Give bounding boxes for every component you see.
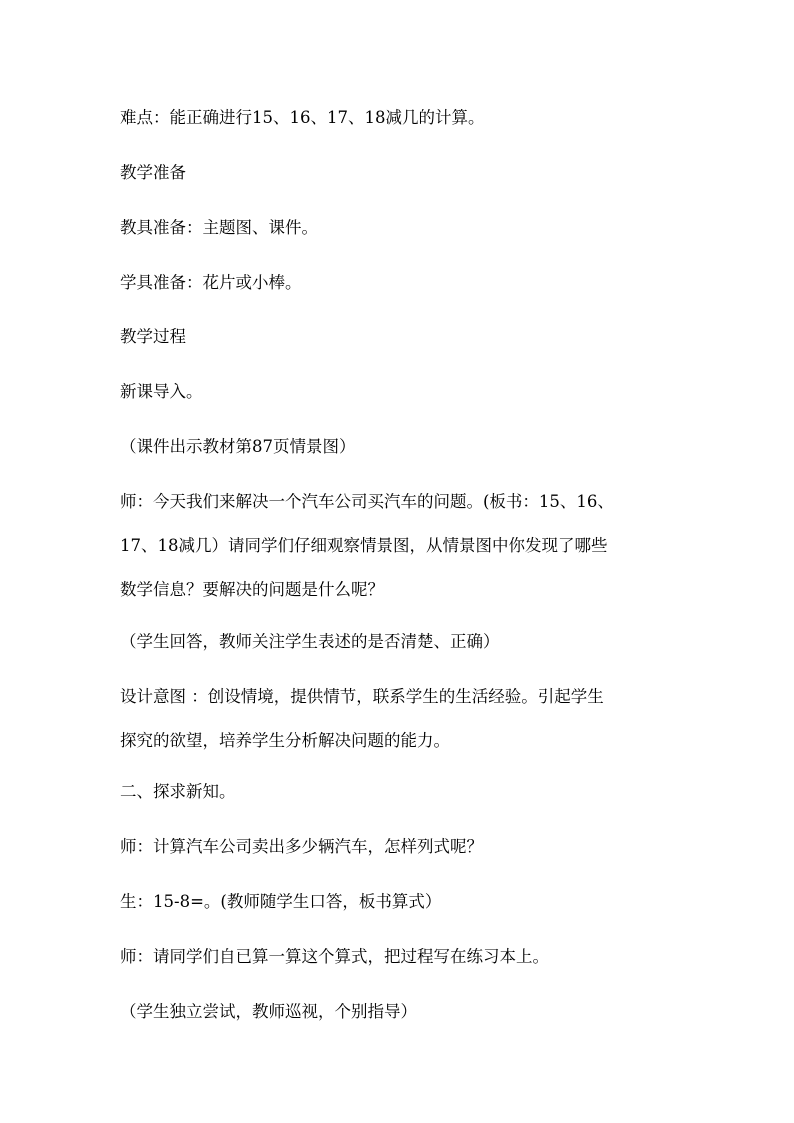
heading-explore-new-knowledge bbox=[120, 777, 690, 807]
text-line: （学生回答，教师关注学生表述的是否清楚、正确） bbox=[120, 632, 500, 651]
paragraph-courseware-note bbox=[120, 432, 690, 462]
paragraph-student-formula bbox=[120, 887, 690, 917]
heading-teaching-preparation bbox=[120, 158, 690, 188]
paragraph-new-lesson-intro bbox=[120, 377, 690, 407]
text-line: 生：15-8=。(教师随学生口答，板书算式） bbox=[120, 892, 442, 911]
paragraph-student-practice bbox=[120, 997, 690, 1027]
text-line: 师：计算汽车公司卖出多少辆汽车，怎样列式呢？ bbox=[120, 837, 483, 856]
text-line: 师：今天我们来解决一个汽车公司买汽车的问题。(板书：15、16、 bbox=[120, 492, 614, 511]
text-line: （学生独立尝试，教师巡视，个别指导） bbox=[120, 1002, 417, 1021]
heading-teaching-process bbox=[120, 322, 690, 352]
text-line: 教学准备 bbox=[120, 163, 186, 182]
paragraph-teacher-instruction bbox=[120, 942, 690, 972]
paragraph-teacher-calc-question bbox=[120, 832, 690, 862]
paragraph-difficulty bbox=[120, 103, 690, 133]
text-line: 二、探求新知。 bbox=[120, 782, 236, 801]
text-line: 数学信息？要解决的问题是什么呢？ bbox=[120, 580, 384, 599]
text-line: 新课导入。 bbox=[120, 382, 203, 401]
paragraph-student-answer bbox=[120, 627, 690, 657]
paragraph-design-intent bbox=[120, 682, 690, 756]
text-line: 设计意图 ：创设情境，提供情节，联系学生的生活经验。引起学生 bbox=[120, 687, 604, 706]
text-line: 学具准备：花片或小棒。 bbox=[120, 273, 302, 292]
text-line: 17、18减几）请同学们仔细观察情景图，从情景图中你发现了哪些 bbox=[120, 536, 608, 555]
text-line: （课件出示教材第87页情景图） bbox=[120, 437, 356, 456]
text-line: 师：请同学们自已算一算这个算式，把过程写在练习本上。 bbox=[120, 947, 549, 966]
text-line: 教具准备：主题图、课件。 bbox=[120, 218, 318, 237]
text-line: 探究的欲望，培养学生分析解决问题的能力。 bbox=[120, 731, 450, 750]
text-line: 难点：能正确进行15、16、17、18减几的计算。 bbox=[120, 108, 485, 127]
paragraph-student-tools bbox=[120, 268, 690, 298]
text-line: 教学过程 bbox=[120, 327, 186, 346]
paragraph-teacher-question bbox=[120, 487, 690, 605]
paragraph-teacher-tools bbox=[120, 213, 690, 243]
